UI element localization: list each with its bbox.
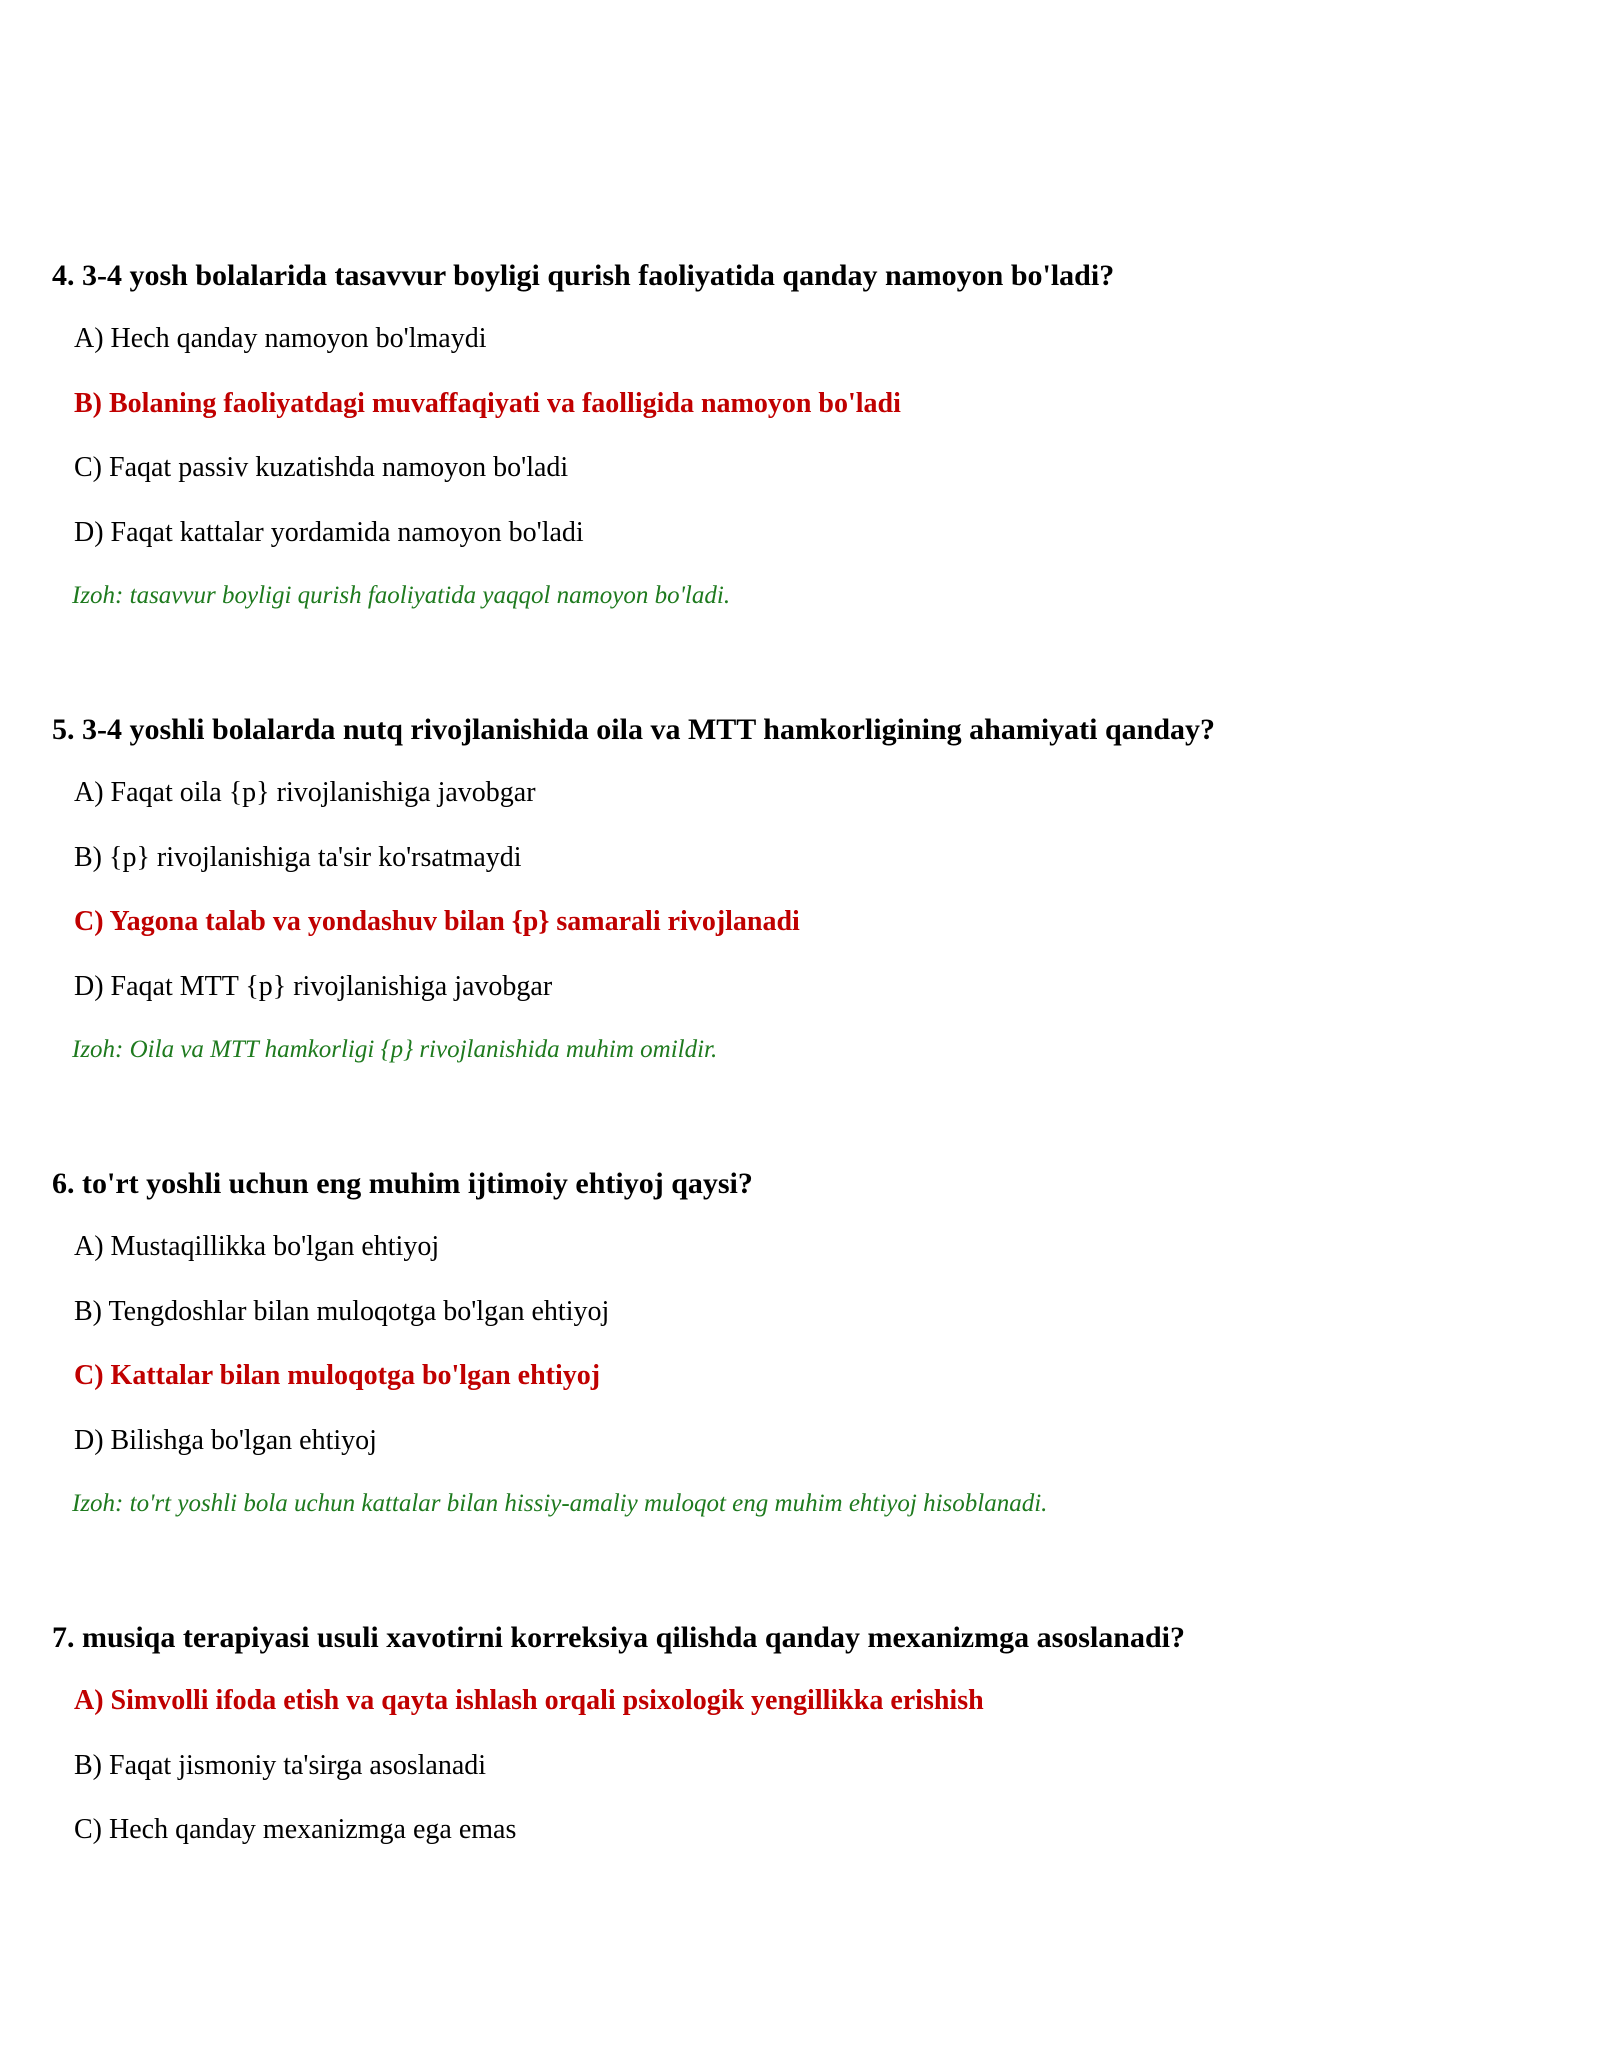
answer-option-b: B) Tengdoshlar bilan muloqotga bo'lgan ehtiyoj bbox=[74, 1296, 610, 1327]
question-title: 4. 3-4 yosh bolalarida tasavvur boyligi qurish faoliyatida qanday namoyon bo'ladi? bbox=[52, 259, 1115, 292]
question-title: 5. 3-4 yoshli bolalarda nutq rivojlanishida oila va MTT hamkorligining ahamiyati qanday? bbox=[52, 713, 1216, 746]
answer-option-d: D) Bilishga bo'lgan ehtiyoj bbox=[74, 1425, 377, 1456]
answer-option-a: A) Mustaqillikka bo'lgan ehtiyoj bbox=[74, 1231, 440, 1262]
answer-option-b: B) {p} rivojlanishiga ta'sir ko'rsatmaydi bbox=[74, 842, 522, 873]
answer-option-c: C) Faqat passiv kuzatishda namoyon bo'ladi bbox=[74, 452, 569, 483]
answer-option-a-correct: A) Simvolli ifoda etish va qayta ishlash orqali psixologik yengillikka erishish bbox=[74, 1685, 984, 1716]
explanation-note: Izoh: Oila va MTT hamkorligi {p} rivojlanishida muhim omildir. bbox=[72, 1036, 718, 1063]
answer-option-c-correct: C) Kattalar bilan muloqotga bo'lgan ehtiyoj bbox=[74, 1360, 601, 1391]
answer-option-d: D) Faqat MTT {p} rivojlanishiga javobgar bbox=[74, 971, 553, 1002]
answer-option-c: C) Hech qanday mexanizmga ega emas bbox=[74, 1814, 517, 1845]
answer-option-d: D) Faqat kattalar yordamida namoyon bo'ladi bbox=[74, 517, 584, 548]
explanation-note: Izoh: tasavvur boyligi qurish faoliyatida yaqqol namoyon bo'ladi. bbox=[72, 582, 731, 609]
answer-option-b-correct: B) Bolaning faoliyatdagi muvaffaqiyati va faolligida namoyon bo'ladi bbox=[74, 388, 901, 419]
answer-option-c-correct: C) Yagona talab va yondashuv bilan {p} samarali rivojlanadi bbox=[74, 906, 800, 937]
question-title: 6. to'rt yoshli uchun eng muhim ijtimoiy ehtiyoj qaysi? bbox=[52, 1167, 753, 1200]
question-title: 7. musiqa terapiyasi usuli xavotirni korreksiya qilishda qanday mexanizmga asoslanadi? bbox=[52, 1621, 1185, 1654]
answer-option-b: B) Faqat jismoniy ta'sirga asoslanadi bbox=[74, 1750, 487, 1781]
answer-option-a: A) Hech qanday namoyon bo'lmaydi bbox=[74, 323, 487, 354]
explanation-note: Izoh: to'rt yoshli bola uchun kattalar bilan hissiy-amaliy muloqot eng muhim ehtiyoj hisoblanadi. bbox=[72, 1490, 1048, 1517]
answer-option-a: A) Faqat oila {p} rivojlanishiga javobgar bbox=[74, 777, 536, 808]
